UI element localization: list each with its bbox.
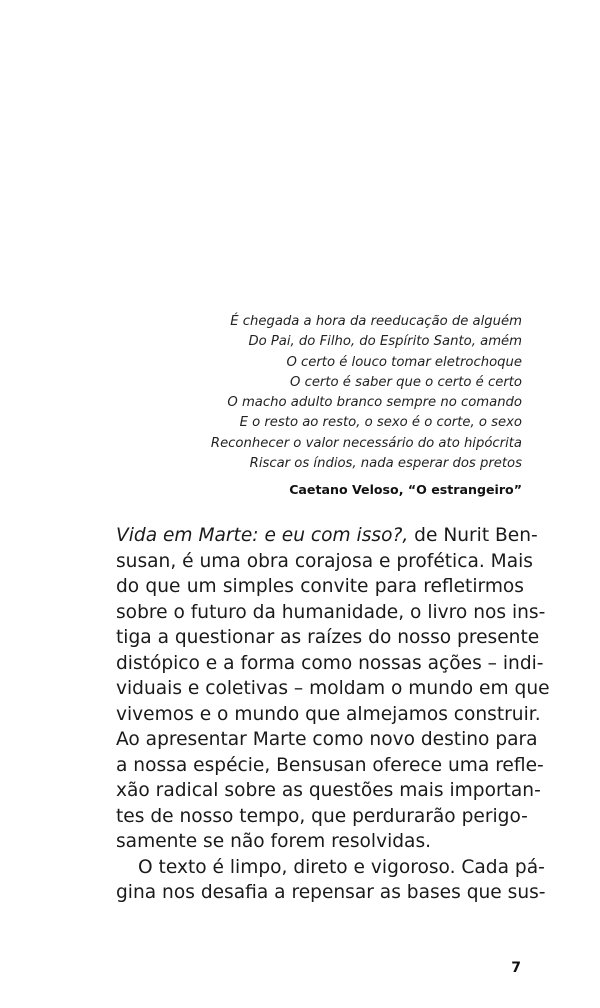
body-line: tiga a questionar as raízes do nosso presente bbox=[116, 627, 540, 648]
epigraph-line: O macho adulto branco sempre no comando bbox=[227, 395, 522, 411]
body-line: tes de nosso tempo, que perdurarão perigo- bbox=[116, 805, 528, 827]
body-line: samente se não forem resolvidas. bbox=[116, 831, 432, 852]
epigraph-line: O certo é saber que o certo é certo bbox=[290, 374, 522, 390]
body-text bbox=[116, 523, 550, 906]
page-number: 7 bbox=[511, 960, 521, 976]
body-line: O texto é limpo, direto e vigoroso. Cada pá- bbox=[138, 856, 545, 878]
body-line: do que um simples convite para refletirmos bbox=[116, 576, 524, 597]
epigraph-line: Reconhecer o valor necessário do ato hipócrita bbox=[210, 435, 522, 451]
epigraph-line: O certo é louco tomar eletrochoque bbox=[286, 354, 522, 370]
epigraph-line: É chegada a hora da reeducação de alguém bbox=[230, 314, 522, 329]
body-line: xão radical sobre as questões mais importan- bbox=[116, 780, 541, 801]
body-line: susan, é uma obra corajosa e profética. Mais bbox=[116, 550, 533, 572]
body-line: distópico e a forma como nossas ações – indi- bbox=[116, 652, 544, 674]
book-title: Vida em Marte: e eu com isso?, bbox=[116, 525, 409, 546]
body-line: sobre o futuro da humanidade, o livro nos ins- bbox=[116, 601, 546, 623]
body-line: vivemos e o mundo que almejamos construir. bbox=[116, 703, 541, 725]
epigraph-line: Riscar os índios, nada esperar dos pretos bbox=[249, 456, 522, 472]
body-line: a nossa espécie, Bensusan oferece uma refle- bbox=[116, 754, 544, 776]
body-line: Ao apresentar Marte como novo destino para bbox=[116, 729, 538, 750]
body-line: gina nos desafia a repensar as bases que sus- bbox=[116, 882, 546, 903]
body-line: viduais e coletivas – moldam o mundo em que bbox=[116, 678, 550, 699]
epigraph bbox=[102, 312, 522, 474]
epigraph-line: E o resto ao resto, o sexo é o corte, o sexo bbox=[239, 415, 522, 431]
body-line-rest: de Nurit Ben- bbox=[408, 525, 538, 546]
epigraph-line: Do Pai, do Filho, do Espírito Santo, amém bbox=[248, 334, 522, 350]
body-line bbox=[116, 523, 538, 549]
epigraph-attribution: Caetano Veloso, “O estrangeiro” bbox=[289, 482, 522, 497]
